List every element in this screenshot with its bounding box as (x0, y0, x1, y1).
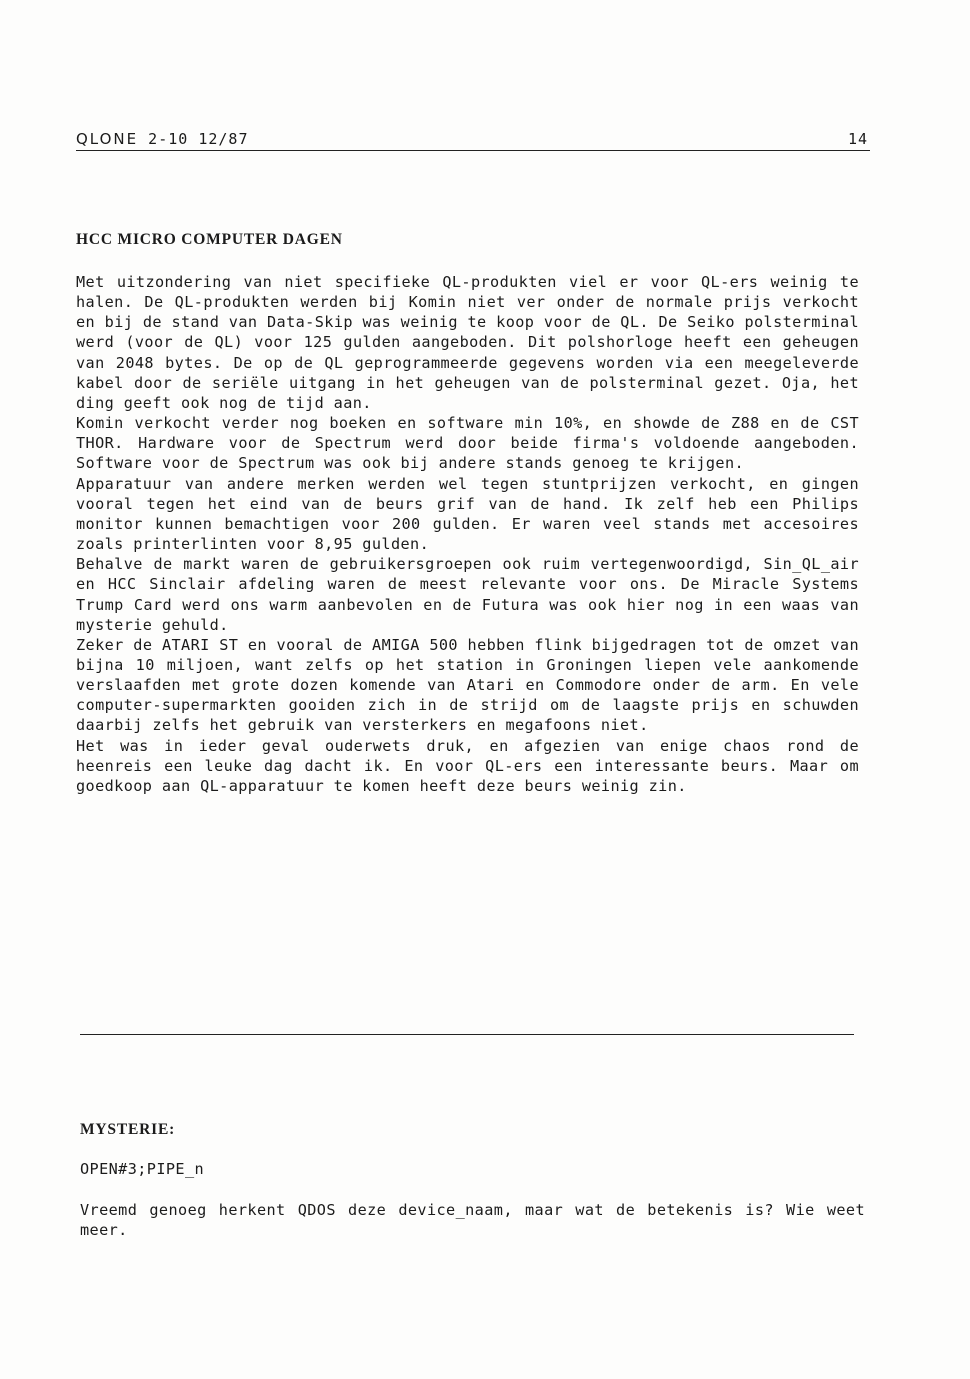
article-body (76, 272, 859, 796)
paragraph: Komin verkocht verder nog boeken en software min 10%, en showde de Z88 en de CST THOR. Hardware voor de Spectrum werd door beide firma's voldoende aangeboden. Software voor de Spectrum was ook bij andere stands genoeg te krijgen. (76, 414, 859, 473)
mysterie-title: MYSTERIE: (80, 1121, 176, 1138)
paragraph: Behalve de markt waren de gebruikersgroepen ook ruim vertegenwoordigd, Sin_QL_air en HCC Sinclair afdeling waren de meest relevante voor ons. De Miracle Systems Trump Card werd ons warm aanbevolen en de Futura was ook hier nog in een waas van mysterie gehuld. (76, 555, 859, 634)
magazine-name: QLONE (76, 130, 139, 148)
paragraph: Met uitzondering van niet specifieke QL-produkten viel er voor QL-ers weinig te halen. De QL-produkten werden bij Komin niet ver onder de normale prijs verkocht en bij de stand van Data-Skip was weinig te koop voor de QL. De Seiko polsterminal werd (voor de QL) voor 125 gulden aangeboden. Dit polshorloge heeft een geheugen van 2048 bytes. De op de QL geprogrammeerde gegevens worden via een meegeleverde kabel door de seriële uitgang in het geheugen van de polsterminal gezet. Oja, het ding geeft ook nog de tijd aan. (76, 273, 859, 412)
mysterie-body (80, 1200, 865, 1240)
issue-label: 2-10 12/87 (148, 130, 249, 148)
paragraph: Vreemd genoeg herkent QDOS deze device_naam, maar wat de betekenis is? Wie weet meer. (80, 1201, 865, 1240)
paragraph: Het was in ieder geval ouderwets druk, en afgezien van enige chaos rond de heenreis een leuke dag dacht ik. En voor QL-ers een interessante beurs. Maar om goedkoop aan QL-apparatuur te komen heeft deze beurs weinig zin. (76, 736, 859, 795)
paragraph: Zeker de ATARI ST en vooral de AMIGA 500 hebben flink bijgedragen tot de omzet van bijna 10 miljoen, want zelfs op het station in Groningen liepen vele aankomende verslaafden met grote dozen komende van Atari en Commodore onder de arm. En vele computer-supermarkten gooiden zich in de strijd om de laagste prijs en schuwden daarbij zelfs het gebruik van versterkers en megafoons niet. (76, 635, 859, 735)
page-header (76, 130, 870, 151)
code-line: OPEN#3;PIPE_n (80, 1160, 205, 1178)
section-divider (80, 1034, 854, 1035)
article-title: HCC MICRO COMPUTER DAGEN (76, 231, 343, 248)
page-number: 14 (847, 130, 868, 148)
paragraph: Apparatuur van andere merken werden wel tegen stuntprijzen verkocht, en gingen vooral tegen het eind van de beurs grif van de hand. Ik zelf heb een Philips monitor kunnen bemachtigen voor 200 gulden. Er waren veel stands met accesoires zoals printerlinten voor 8,95 gulden. (76, 474, 859, 554)
